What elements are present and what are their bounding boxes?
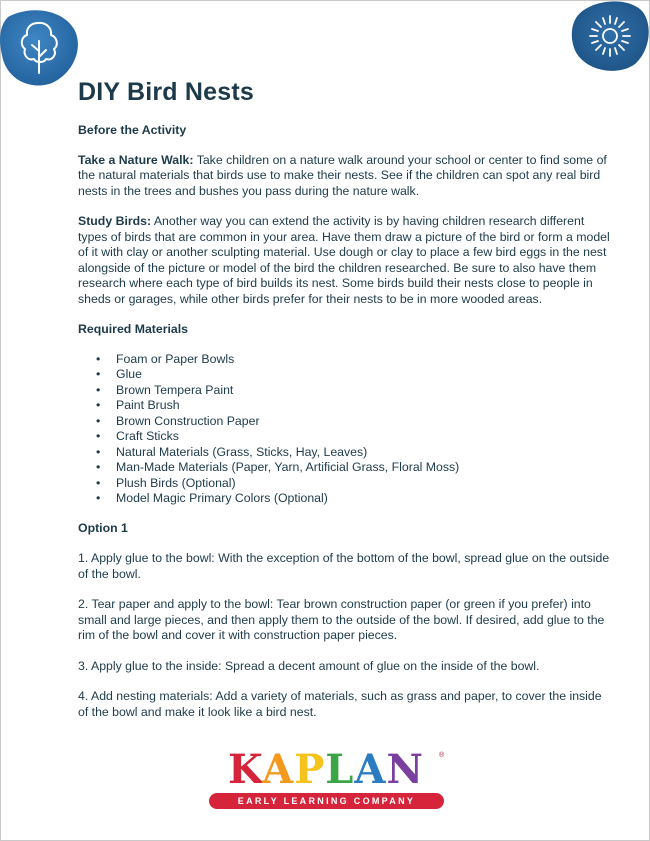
kaplan-logo (206, 746, 446, 812)
sun-icon (571, 0, 650, 72)
logo-letter: A (354, 746, 387, 793)
registered-mark: ® (439, 752, 445, 759)
list-item: • Brown Construction Paper (116, 414, 613, 430)
page-title: DIY Bird Nests (78, 78, 255, 106)
list-item: • Man-Made Materials (Paper, Yarn, Artificial Grass, Floral Moss) (116, 460, 613, 476)
tree-icon (0, 7, 80, 87)
materials-heading: Required Materials (78, 322, 189, 336)
list-item: • Foam or Paper Bowls (116, 352, 613, 368)
logo-letter: A (262, 746, 295, 793)
study-birds-label: Study Birds: (78, 214, 152, 228)
logo-letter: K (227, 746, 263, 793)
step-4: 4. Add nesting materials: Add a variety of materials, such as grass and paper, to cover the inside of the bowl and make it look like a bird nest. (78, 689, 602, 719)
logo-letter: L (325, 746, 355, 793)
option1-heading: Option 1 (78, 520, 128, 535)
nature-walk-text: Take children on a nature walk around your school or center to find some of the natural materials that birds use to make their nests. See if the children can spot any real bird nests in the trees and bushes you pass during the nature walk. (78, 152, 607, 198)
list-item: • Plush Birds (Optional) (116, 476, 613, 492)
nature-walk-label: Take a Nature Walk: (78, 152, 194, 167)
study-birds-paragraph (78, 214, 613, 307)
logo-tagline: EARLY LEARNING COMPANY (209, 793, 444, 809)
materials-list (78, 352, 613, 507)
step-3: 3. Apply glue to the inside: Spread a decent amount of glue on the inside of the bowl. (78, 658, 540, 673)
list-item: • Craft Sticks (116, 429, 613, 445)
step-1: 1. Apply glue to the bowl: With the exception of the bottom of the bowl, spread glue on the outside of the bowl. (78, 551, 610, 581)
before-heading: Before the Activity (78, 123, 187, 137)
list-item: • Natural Materials (Grass, Sticks, Hay, Leaves) (116, 445, 613, 461)
list-item: • Model Magic Primary Colors (Optional) (116, 491, 613, 507)
nature-walk-paragraph (78, 153, 613, 200)
list-item: • Paint Brush (116, 398, 613, 414)
logo-letter: P (294, 746, 326, 793)
logo-letter: N (386, 746, 424, 793)
page-content (78, 123, 613, 720)
study-birds-text: Another way you can extend the activity is by having children research different types of birds that are common in your area. Have them draw a picture of the bird or form a model of it with clay or another sculpting material. Use dough or clay to place a few bird eggs in the nest alongside of the picture or model of the bird the children researched. Be sure to also have them research where each type of bird builds its nest. Some birds build their nests close to people in sheds or garages, while other birds prefer for their nests to be in more wooded areas. (78, 214, 610, 306)
list-item: • Glue (116, 367, 613, 383)
list-item: • Brown Tempera Paint (116, 383, 613, 399)
logo-wordmark (206, 746, 446, 793)
step-2: 2. Tear paper and apply to the bowl: Tear brown construction paper (or green if you prefer) into small and large pieces, and then apply them to the outside of the bowl. If desired, add glue to the rim of the bowl and cover it with construction paper pieces. (78, 597, 605, 642)
